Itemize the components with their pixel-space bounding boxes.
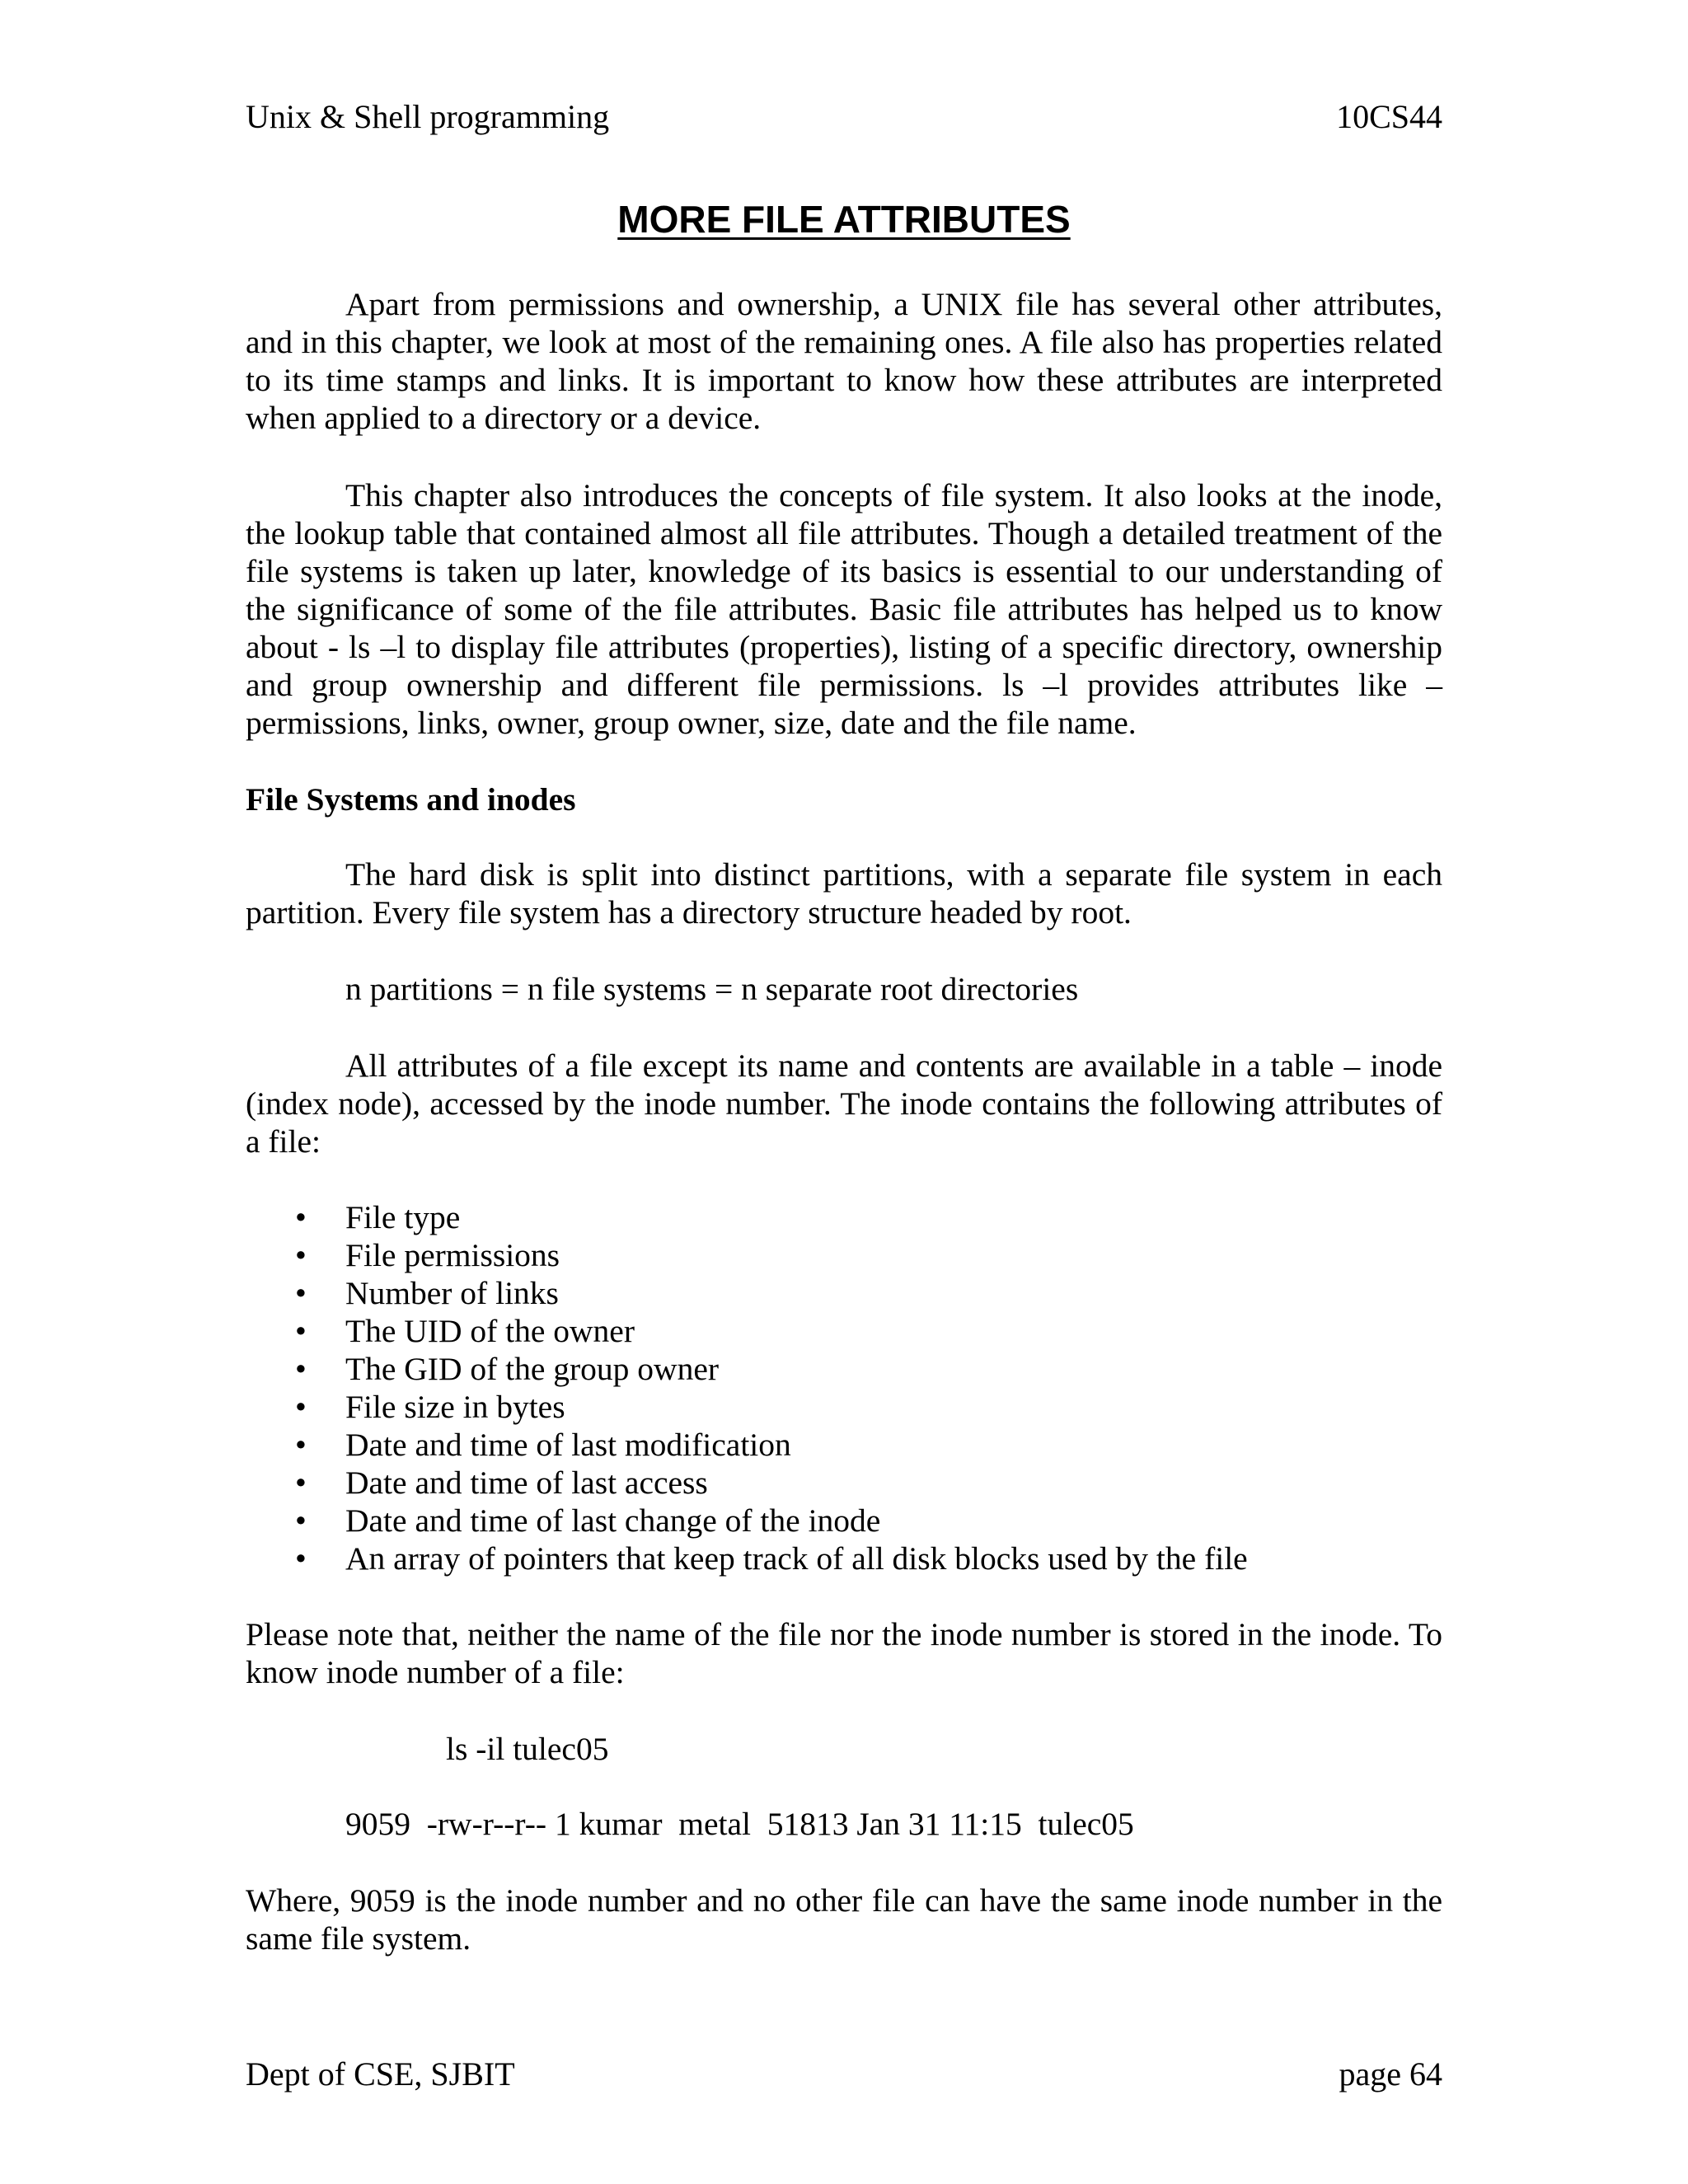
conclusion-paragraph: Where, 9059 is the inode number and no other file can have the same inode number in the same file system. <box>246 1882 1442 1957</box>
partitions-formula: n partitions = n file systems = n separate root directories <box>345 971 1079 1007</box>
bullet-icon: • <box>295 1351 307 1387</box>
list-item: • Date and time of last modification <box>295 1427 791 1463</box>
page-footer <box>246 2055 1442 2094</box>
bullet-icon: • <box>295 1199 307 1235</box>
footer-page-number: page 64 <box>1339 2055 1442 2093</box>
list-item: • File type <box>295 1199 461 1235</box>
section-heading: File Systems and inodes <box>246 781 576 818</box>
file-system-intro-paragraph: This chapter also introduces the concepts of file system. It also looks at the inode, the lookup table that contained almost all file attributes. Though a detailed treatment of the file systems is taken up later, knowledge of its basics is essential to our understanding of the significance of some of the file attributes. Basic file attributes has helped us to know about - ls –l to display file attributes (properties), listing of a specific directory, ownership and group ownership and different file permissions. ls –l provides attributes like – permissions, links, owner, group owner, size, date and the file name. <box>246 477 1442 741</box>
page-header <box>246 97 1442 137</box>
command-output: 9059 -rw-r--r-- 1 kumar metal 51813 Jan 31 11:15 tulec05 <box>345 1806 1134 1842</box>
list-item: • Date and time of last change of the inode <box>295 1502 881 1539</box>
chapter-title-text: MORE FILE ATTRIBUTES <box>617 198 1071 241</box>
bullet-icon: • <box>295 1427 307 1463</box>
inode-paragraph: All attributes of a file except its name and contents are available in a table – inode (index node), accessed by the inode number. The inode contains the following attributes of a file: <box>246 1047 1442 1160</box>
inode-attributes-list <box>246 1198 1442 1577</box>
list-item: • The UID of the owner <box>295 1313 635 1349</box>
header-course-title: Unix & Shell programming <box>246 98 610 135</box>
list-item: • The GID of the group owner <box>295 1351 720 1387</box>
partitions-paragraph: The hard disk is split into distinct partitions, with a separate file system in each partition. Every file system has a directory structure headed by root. <box>246 856 1442 930</box>
list-item: • File size in bytes <box>295 1389 565 1425</box>
bullet-icon: • <box>295 1237 307 1273</box>
bullet-icon: • <box>295 1389 307 1425</box>
list-item: • Date and time of last access <box>295 1465 708 1501</box>
note-paragraph: Please note that, neither the name of the file nor the inode number is stored in the inode. To know inode number of a file: <box>246 1616 1442 1690</box>
list-item: • An array of pointers that keep track of all disk blocks used by the file <box>295 1540 1248 1577</box>
header-course-code: 10CS44 <box>1336 98 1442 135</box>
document-page <box>246 0 1442 2184</box>
bullet-icon: • <box>295 1275 307 1311</box>
intro-paragraph: Apart from permissions and ownership, a UNIX file has several other attributes, and in this chapter, we look at most of the remaining ones. A file also has properties related to its time stamps and links. It is important to know how these attributes are interpreted when applied to a directory or a device. <box>246 286 1442 436</box>
bullet-icon: • <box>295 1540 307 1577</box>
bullet-icon: • <box>295 1313 307 1349</box>
bullet-icon: • <box>295 1465 307 1501</box>
command-example: ls -il tulec05 <box>446 1731 609 1767</box>
chapter-title <box>246 196 1442 242</box>
list-item: • File permissions <box>295 1237 560 1273</box>
list-item: • Number of links <box>295 1275 559 1311</box>
footer-department: Dept of CSE, SJBIT <box>246 2055 515 2093</box>
bullet-icon: • <box>295 1502 307 1539</box>
